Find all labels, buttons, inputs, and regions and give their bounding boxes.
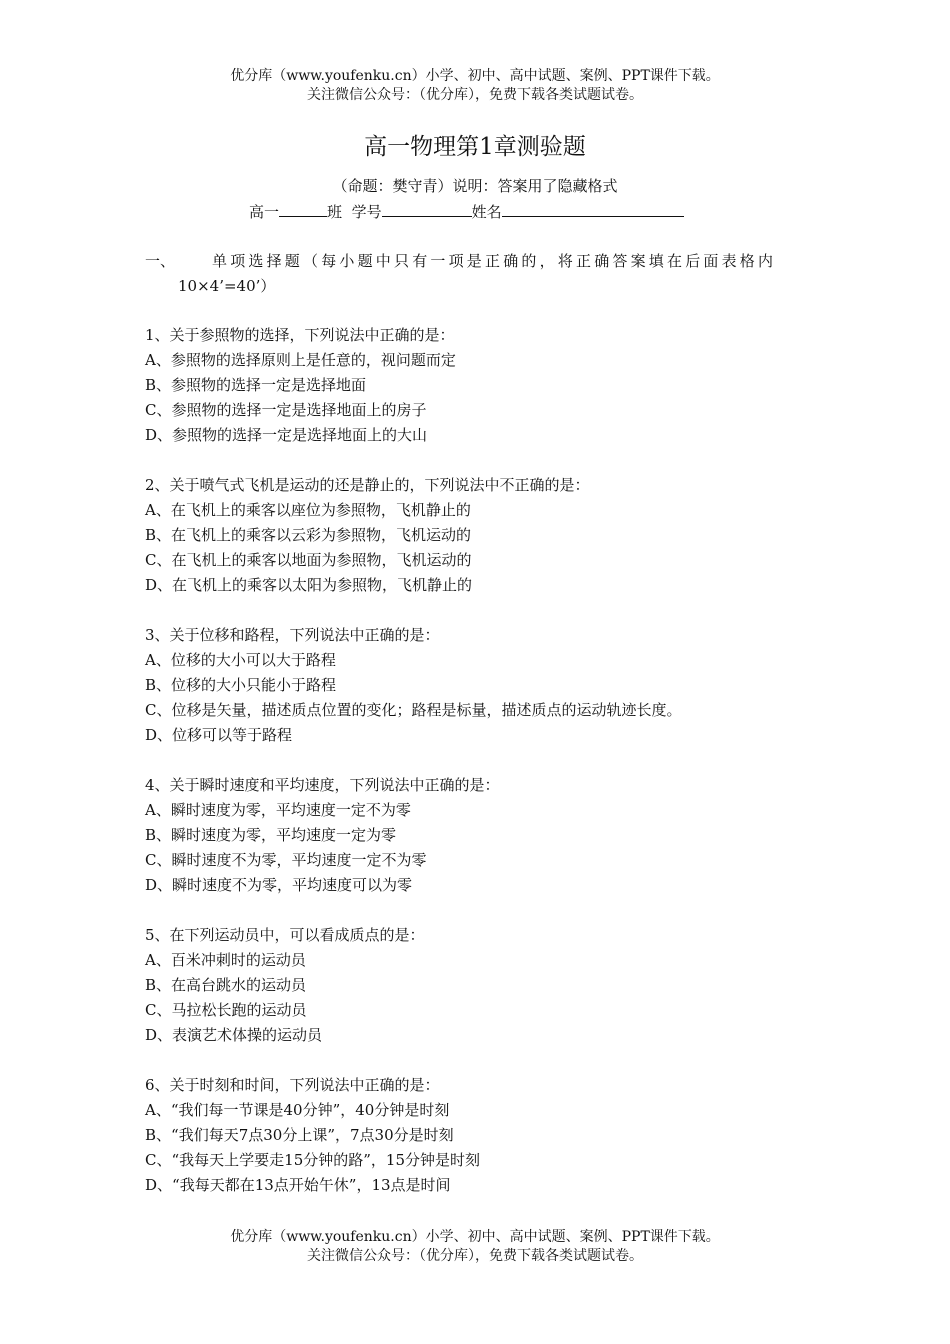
option-c: C、马拉松长跑的运动员 — [145, 1001, 307, 1019]
question-stem: 6、关于时刻和时间，下列说法中正确的是： — [145, 1076, 440, 1094]
option-d: D、瞬时速度不为零，平均速度可以为零 — [145, 876, 413, 894]
option-b: B、参照物的选择一定是选择地面 — [145, 376, 367, 394]
option-c: C、“我每天上学要走15分钟的路”，15分钟是时刻 — [145, 1151, 480, 1169]
header-line-2: 关注微信公众号：（优分库），免费下载各类试题试卷。 — [307, 87, 643, 103]
question-stem: 5、在下列运动员中，可以看成质点的是： — [145, 926, 425, 944]
option-a: A、在飞机上的乘客以座位为参照物，飞机静止的 — [145, 501, 471, 519]
option-c: C、位移是矢量，描述质点位置的变化；路程是标量，描述质点的运动轨迹长度。 — [145, 701, 682, 719]
option-a: A、百米冲刺时的运动员 — [145, 951, 306, 969]
option-a: A、位移的大小可以大于路程 — [145, 651, 336, 669]
page-header — [0, 67, 950, 105]
option-c: C、瞬时速度不为零，平均速度一定不为零 — [145, 851, 427, 869]
option-b: B、位移的大小只能小于路程 — [145, 676, 337, 694]
option-d: D、“我每天都在13点开始午休”，13点是时间 — [145, 1176, 451, 1194]
page-title: 高一物理第1章测验题 — [364, 134, 586, 160]
question-list — [145, 323, 805, 1223]
subtitle: （命题：樊守青）说明：答案用了隐藏格式 — [332, 177, 618, 195]
section-number: 一、 — [145, 252, 176, 270]
option-d: D、参照物的选择一定是选择地面上的大山 — [145, 426, 428, 444]
option-d: D、位移可以等于路程 — [145, 726, 293, 744]
student-info-line — [249, 200, 684, 223]
question-4 — [145, 773, 805, 898]
question-3 — [145, 623, 805, 748]
student-id-label: 学号 — [351, 203, 382, 221]
option-a: A、参照物的选择原则上是任意的，视问题而定 — [145, 351, 456, 369]
name-label: 姓名 — [471, 203, 502, 221]
student-id-blank — [382, 200, 472, 217]
option-c: C、参照物的选择一定是选择地面上的房子 — [145, 401, 427, 419]
question-stem: 2、关于喷气式飞机是运动的还是静止的，下列说法中不正确的是： — [145, 476, 590, 494]
footer-line-2: 关注微信公众号：（优分库），免费下载各类试题试卷。 — [307, 1248, 643, 1264]
option-a: A、“我们每一节课是40分钟”，40分钟是时刻 — [145, 1101, 450, 1119]
grade-label: 高一 — [249, 203, 280, 221]
question-stem: 1、关于参照物的选择，下列说法中正确的是： — [145, 326, 455, 344]
option-c: C、在飞机上的乘客以地面为参照物，飞机运动的 — [145, 551, 472, 569]
question-2 — [145, 473, 805, 598]
question-stem: 4、关于瞬时速度和平均速度，下列说法中正确的是： — [145, 776, 500, 794]
header-line-1: 优分库（www.youfenku.cn）小学、初中、高中试题、案例、PPT课件下载。 — [230, 68, 720, 84]
option-b: B、在高台跳水的运动员 — [145, 976, 307, 994]
class-label: 班 — [327, 203, 343, 221]
option-b: B、瞬时速度为零，平均速度一定为零 — [145, 826, 397, 844]
section-score: 10×4’=40’） — [178, 277, 276, 295]
option-b: B、在飞机上的乘客以云彩为参照物，飞机运动的 — [145, 526, 472, 544]
option-d: D、表演艺术体操的运动员 — [145, 1026, 323, 1044]
section-text: 单项选择题（每小题中只有一项是正确的，将正确答案填在后面表格内 — [212, 252, 777, 270]
section-heading — [145, 249, 810, 299]
name-blank — [502, 200, 684, 217]
question-5 — [145, 923, 805, 1048]
question-1 — [145, 323, 805, 448]
option-d: D、在飞机上的乘客以太阳为参照物，飞机静止的 — [145, 576, 473, 594]
page-footer — [0, 1228, 950, 1266]
class-blank — [279, 200, 327, 217]
option-b: B、“我们每天7点30分上课”，7点30分是时刻 — [145, 1126, 454, 1144]
question-6 — [145, 1073, 805, 1198]
option-a: A、瞬时速度为零，平均速度一定不为零 — [145, 801, 411, 819]
footer-line-1: 优分库（www.youfenku.cn）小学、初中、高中试题、案例、PPT课件下载。 — [230, 1229, 720, 1245]
question-stem: 3、关于位移和路程，下列说法中正确的是： — [145, 626, 440, 644]
